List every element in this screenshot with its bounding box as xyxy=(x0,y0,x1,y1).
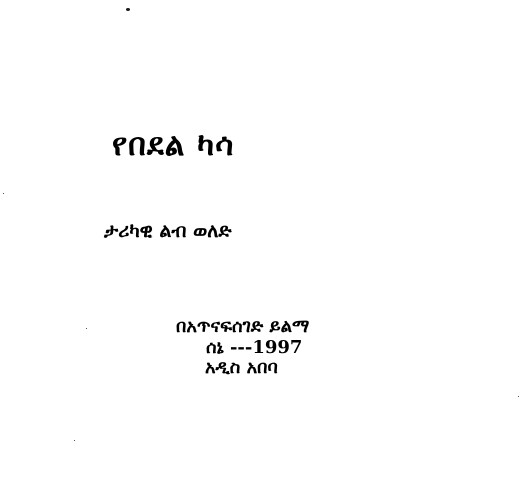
book-title: የበደል ካሳ xyxy=(112,127,235,163)
scan-speck xyxy=(126,8,130,11)
publication-city: አዲስ አበባ xyxy=(205,357,278,378)
publisher-line: በአጥናፍሰገድ ይልማ xyxy=(176,316,310,337)
scan-speck xyxy=(74,440,75,441)
scan-speck xyxy=(518,396,519,397)
book-subtitle: ታሪካዊ ልብ ወለድ xyxy=(104,220,232,242)
publication-date: ሰኔ ---1997 xyxy=(206,337,303,358)
scan-speck xyxy=(86,328,87,329)
scan-speck xyxy=(3,193,4,194)
